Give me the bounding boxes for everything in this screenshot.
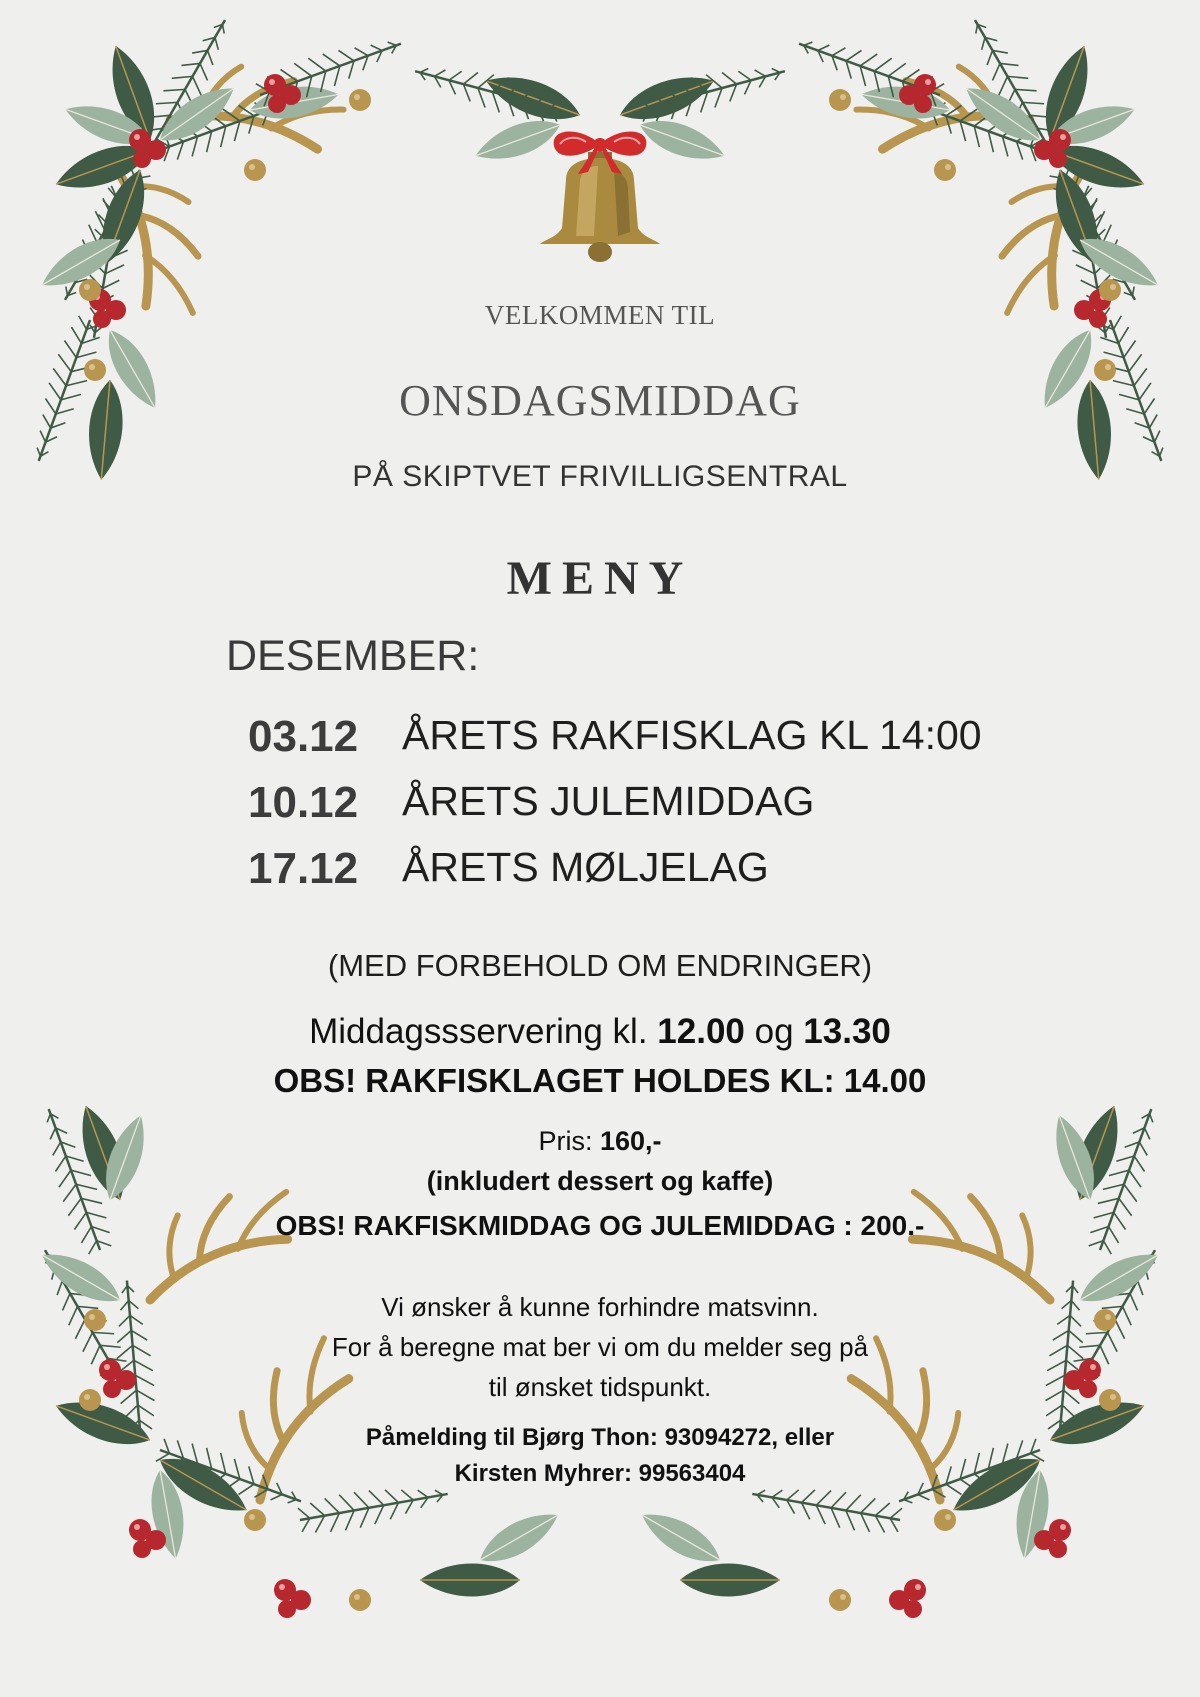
event-title: ONSDAGSMIDDAG (399, 376, 801, 425)
price-label: Pris: (538, 1126, 593, 1156)
price-value: 160,- (599, 1126, 662, 1156)
menu-item-date: 17.12 (248, 844, 359, 893)
serving-time-second: 13.30 (803, 1012, 891, 1051)
venue-text: PÅ SKIPTVET FRIVILLIGSENTRAL (352, 460, 848, 493)
month-label: DESEMBER: (226, 632, 480, 680)
menu-item-dish: ÅRETS RAKFISKLAG KL 14:00 (402, 712, 982, 758)
food-waste-line: For å beregne mat ber vi om du melder seg på (331, 1332, 869, 1362)
change-disclaimer: (MED FORBEHOLD OM ENDRINGER) (327, 948, 873, 983)
obs-time-notice: OBS! RAKFISKLAGET HOLDES KL: 14.00 (273, 1062, 927, 1099)
signup-contact: Kirsten Myhrer: 99563404 (454, 1460, 746, 1487)
serving-time-first: 12.00 (657, 1012, 745, 1051)
signup-contact: Påmelding til Bjørg Thon: 93094272, eller (365, 1424, 835, 1451)
bell-icon (540, 131, 660, 262)
menu-item-dish: ÅRETS MØLJELAG (402, 844, 769, 890)
price-line (0, 1126, 1200, 1157)
menu-item-date: 03.12 (248, 712, 359, 761)
food-waste-line: Vi ønsker å kunne forhindre matsvinn. (381, 1292, 819, 1322)
price-included: (inkludert dessert og kaffe) (426, 1166, 774, 1196)
menu-item-date: 10.12 (248, 778, 359, 827)
serving-joiner: og (754, 1012, 794, 1051)
serving-prefix: Middagssservering kl. (309, 1012, 648, 1051)
serving-times (0, 1012, 1200, 1052)
menu-item-dish: ÅRETS JULEMIDDAG (402, 778, 815, 824)
menu-heading: MENY (506, 552, 694, 605)
obs-price-notice: OBS! RAKFISKMIDDAG OG JULEMIDDAG : 200.- (275, 1210, 925, 1241)
food-waste-line: til ønsket tidspunkt. (488, 1372, 712, 1402)
welcome-text: VELKOMMEN TIL (484, 300, 716, 330)
